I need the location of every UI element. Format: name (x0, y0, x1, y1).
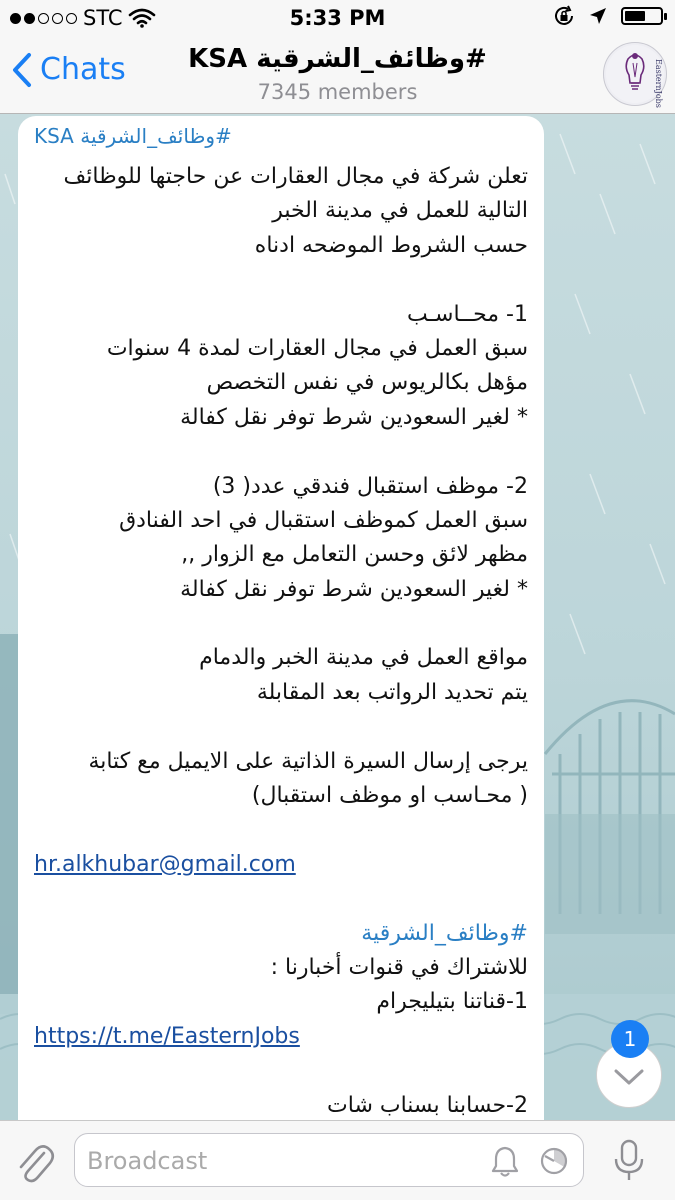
message-line-blank (34, 813, 528, 847)
message-line-blank (34, 607, 528, 641)
message-line: التالية للعمل في مدينة الخبر (272, 198, 528, 224)
message-line (34, 848, 528, 882)
message-line: سبق العمل في مجال العقارات لمدة 4 سنوات (106, 335, 528, 361)
bell-icon (489, 1144, 521, 1178)
attach-button[interactable] (14, 1139, 54, 1187)
message-text (34, 160, 528, 1157)
email-link[interactable]: hr.alkhubar@gmail.com (34, 851, 296, 877)
message-line-blank (34, 263, 528, 297)
message-line: ( محـاسب او موظف استقبال) (251, 783, 528, 809)
message-line: 2- موظف استقبال فندقي عدد( 3) (212, 473, 528, 499)
message-line: يرجى إرسال السيرة الذاتية على الايميل مع كتابة (88, 748, 528, 774)
message-line: 2-حسابنا بسناب شات (327, 1092, 528, 1118)
message-author[interactable]: #وظائف_الشرقية KSA (34, 124, 232, 148)
timer-icon (537, 1144, 571, 1178)
paperclip-icon (14, 1139, 54, 1183)
microphone-icon (612, 1139, 646, 1183)
channel-avatar[interactable] (603, 42, 667, 106)
message-line-blank (34, 1054, 528, 1088)
message-line: حسب الشروط الموضحه ادناه (254, 232, 528, 258)
message-line: مظهر لائق وحسن التعامل مع الزوار ,, (181, 542, 528, 568)
rotation-lock-icon (553, 5, 575, 27)
message-line: * لغير السعودين شرط توفر نقل كفالة (180, 576, 528, 602)
status-time: 5:33 PM (289, 6, 386, 30)
chat-title[interactable]: #وظائف_الشرقية KSA (188, 44, 487, 74)
message-input[interactable] (74, 1133, 584, 1187)
message-bubble[interactable] (18, 116, 544, 1146)
chevron-left-icon (12, 53, 32, 87)
message-line: للاشتراك في قنوات أخبارنا : (270, 954, 528, 980)
message-line-blank (34, 882, 528, 916)
status-bar (0, 0, 675, 36)
message-line: تعلن شركة في مجال العقارات عن حاجتها للوظائف (63, 164, 528, 189)
notification-toggle-button[interactable] (489, 1144, 521, 1182)
avatar-text: EasternJobs (654, 59, 663, 108)
message-line: مواقع العمل في مدينة الخبر والدمام (199, 645, 528, 671)
hashtag-link[interactable]: #وظائف_الشرقية (361, 920, 528, 946)
message-line: مؤهل بكالريوس في نفس التخصص (206, 370, 528, 396)
member-count: 7345 members (257, 80, 418, 104)
input-bar (0, 1120, 675, 1200)
navigation-bar (0, 36, 675, 114)
back-label: Chats (40, 52, 126, 87)
input-placeholder: Broadcast (87, 1147, 208, 1175)
carrier-name: STC (83, 6, 123, 30)
message-line (34, 917, 528, 951)
location-arrow-icon (589, 7, 607, 25)
message-line-blank (34, 710, 528, 744)
status-right (553, 5, 663, 27)
message-line: 1- محــاسـب (407, 301, 528, 327)
back-button[interactable] (12, 52, 126, 87)
telegram-link[interactable]: https://t.me/EasternJobs (34, 1023, 300, 1049)
microphone-button[interactable] (612, 1139, 646, 1187)
timer-button[interactable] (537, 1144, 571, 1182)
message-line: سبق العمل كموظف استقبال في احد الفنادق (119, 507, 528, 533)
message-line: * لغير السعودين شرط توفر نقل كفالة (180, 404, 528, 430)
message-line: يتم تحديد الرواتب بعد المقابلة (256, 679, 528, 705)
chat-area[interactable] (0, 114, 675, 1120)
message-line (34, 1020, 528, 1054)
battery-level (625, 11, 645, 21)
battery-icon (621, 7, 663, 25)
message-line-blank (34, 435, 528, 469)
message-line: 1-قناتنا بتيليجرام (376, 989, 528, 1015)
unread-count-badge[interactable]: 1 (611, 1020, 649, 1058)
